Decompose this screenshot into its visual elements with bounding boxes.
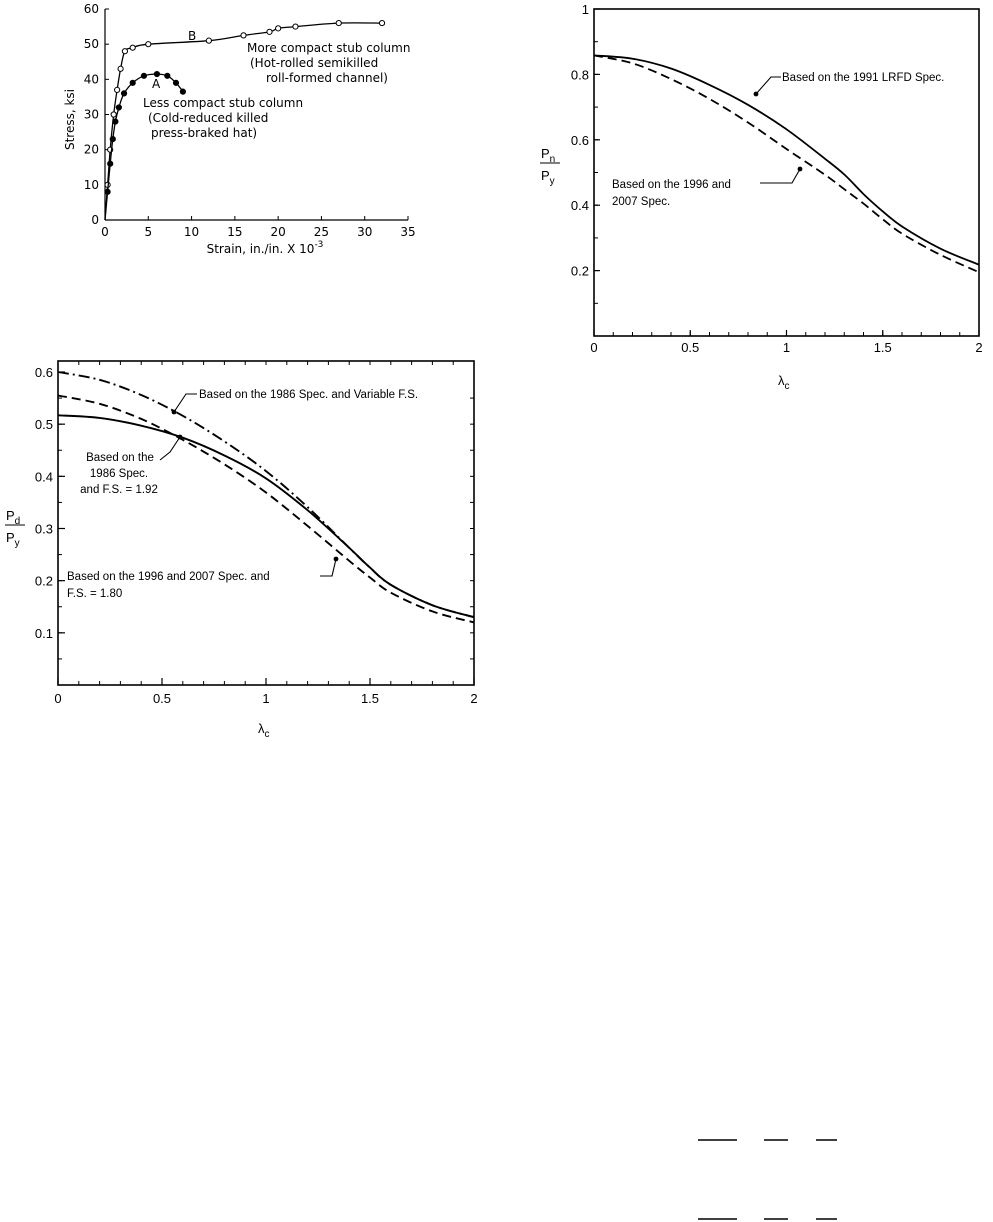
x-tick-label: 10 <box>183 225 200 239</box>
series-B-point <box>293 24 298 29</box>
y-tick-label: 0 <box>91 213 99 227</box>
y-tick-label: 0.6 <box>570 132 589 148</box>
x-tick-label: 25 <box>313 225 330 239</box>
x-tick-label: 1 <box>782 340 791 355</box>
y-tick-label: 10 <box>83 177 99 192</box>
series-B-point <box>118 66 123 71</box>
fs-192-annotation: and F.S. = 1.92 <box>80 484 158 496</box>
x-axis-label: $\lambda_c$ <box>778 373 790 392</box>
x-axis-label: Strain, in./in. X $10^{-3}$ <box>206 240 324 256</box>
less-compact-annotation: Less compact stub column <box>143 96 304 110</box>
series-B-point <box>241 33 246 38</box>
y-tick-label: 0.4 <box>34 469 53 485</box>
series-B-point <box>206 38 211 43</box>
more-compact-annotation: roll-formed channel) <box>266 71 388 85</box>
x-tick-label: 2 <box>975 340 983 355</box>
annotation-leader <box>174 394 197 412</box>
y-tick-label: 0.8 <box>570 67 589 83</box>
curve-B-label: B <box>188 29 197 43</box>
series-B-point <box>379 20 384 25</box>
y-axis-label-numerator: $P_d$ <box>6 508 21 527</box>
curve-A-label: A <box>152 77 161 91</box>
series-A-point <box>105 189 110 194</box>
y-axis-label-numerator: $P_n$ <box>541 146 556 165</box>
stress-strain-chart <box>63 2 416 256</box>
x-tick-label: 0 <box>101 225 109 239</box>
annotation-leader <box>760 169 800 183</box>
fs-180-annotation: Based on the 1996 and 2007 Spec. and <box>67 571 270 583</box>
series-A-point <box>121 91 126 96</box>
y-tick-label: 30 <box>83 107 99 122</box>
annotation-arrowhead <box>334 557 339 562</box>
x-tick-label: 15 <box>227 225 243 239</box>
x-tick-label: 5 <box>144 225 153 239</box>
y-tick-label: 1 <box>581 2 589 17</box>
x-tick-label: 0 <box>54 691 62 706</box>
fs-192-annotation: 1986 Spec. <box>89 468 149 480</box>
series-B-point <box>122 49 127 54</box>
series-B-point <box>130 45 135 50</box>
y-tick-label: 0.2 <box>34 573 53 589</box>
spec-1996-2007-annotation: 2007 Spec. <box>612 196 671 208</box>
x-tick-label: 30 <box>357 225 373 239</box>
x-tick-label: 2 <box>470 691 478 706</box>
x-tick-label: 0 <box>590 340 598 355</box>
y-tick-label: 0.5 <box>34 417 53 433</box>
series-B-point <box>115 87 120 92</box>
annotation-leader <box>756 77 781 94</box>
x-tick-label: 1.5 <box>873 340 892 355</box>
less-compact-annotation: (Cold-reduced killed <box>148 111 269 125</box>
y-tick-label: 0.3 <box>34 521 53 537</box>
y-tick-label: 0.6 <box>34 365 53 380</box>
x-tick-label: 35 <box>400 225 416 239</box>
fs-180-annotation: F.S. = 1.80 <box>67 588 123 600</box>
decorative-rules <box>698 1140 837 1219</box>
annotation-arrowhead <box>798 167 803 172</box>
fs-192-annotation: Based on the <box>86 452 154 464</box>
y-tick-label: 50 <box>83 37 99 52</box>
y-tick-label: 0.2 <box>570 263 589 279</box>
series-B-point <box>276 26 281 31</box>
y-tick-label: 20 <box>83 142 99 157</box>
annotation-leader <box>160 437 180 460</box>
spec-1996-2007-annotation: Based on the 1996 and <box>612 179 731 191</box>
more-compact-annotation: More compact stub column <box>247 41 411 55</box>
annotation-leader <box>320 559 336 576</box>
series-B-point <box>267 29 272 34</box>
y-axis-label: Stress, ksi <box>63 88 77 151</box>
x-tick-label: 0.5 <box>681 340 700 355</box>
pd-py-chart <box>5 361 478 740</box>
y-axis-label-denominator: $P_y$ <box>541 168 555 187</box>
y-tick-label: 0.4 <box>570 198 589 214</box>
x-axis-label: $\lambda_c$ <box>258 721 270 740</box>
series-dashed-line <box>594 55 979 272</box>
y-tick-label: 0.1 <box>34 625 53 641</box>
y-tick-label: 60 <box>83 2 99 16</box>
x-tick-label: 0.5 <box>152 691 172 706</box>
less-compact-annotation: press-braked hat) <box>151 126 258 140</box>
series-A-point <box>116 105 121 110</box>
series-solid-line <box>58 415 474 617</box>
series-A-point <box>110 137 115 142</box>
series-A-point <box>108 161 113 166</box>
annotation-arrowhead <box>754 92 759 97</box>
series-B-point <box>146 42 151 47</box>
pn-py-chart <box>540 2 983 392</box>
series-A-point <box>141 73 146 78</box>
x-tick-label: 1.5 <box>360 691 380 706</box>
annotation-arrowhead <box>172 410 177 415</box>
series-B-point <box>336 20 341 25</box>
series-A-point <box>173 80 178 85</box>
series-B-point <box>111 112 116 117</box>
series-A-point <box>113 119 118 124</box>
y-tick-label: 40 <box>83 72 99 87</box>
y-axis-label-denominator: $P_y$ <box>6 530 20 549</box>
series-A-point <box>154 71 159 76</box>
series-solid-line <box>594 55 979 264</box>
more-compact-annotation: (Hot-rolled semikilled <box>250 56 379 70</box>
x-tick-label: 20 <box>270 225 286 239</box>
plot-frame <box>594 9 979 336</box>
lrfd-1991-annotation: Based on the 1991 LRFD Spec. <box>782 72 945 84</box>
variable-fs-annotation: Based on the 1986 Spec. and Variable F.S. <box>199 389 419 401</box>
series-A-point <box>180 89 185 94</box>
x-tick-label: 1 <box>262 691 270 706</box>
annotation-arrowhead <box>178 435 183 440</box>
series-A-point <box>130 80 135 85</box>
series-A-point <box>165 73 170 78</box>
